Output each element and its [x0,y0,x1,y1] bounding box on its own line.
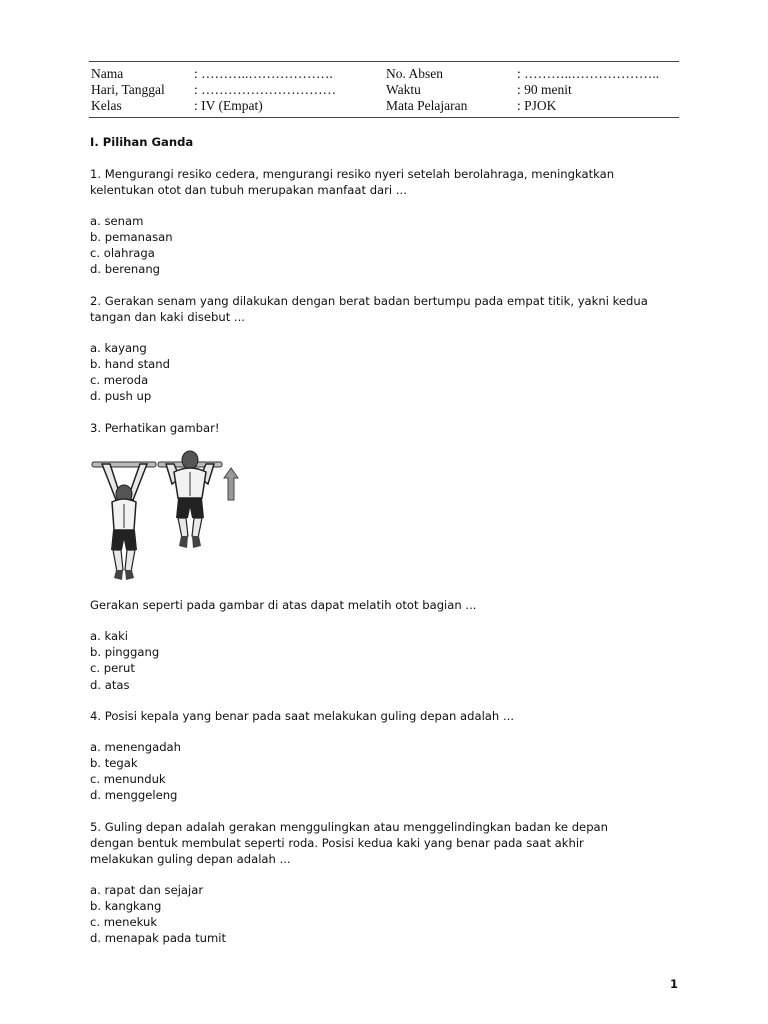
up-arrow-icon [224,468,238,500]
question-3-followup: Gerakan seperti pada gambar di atas dapat melatih otot bagian ... [90,598,477,612]
question-5-line-1: 5. Guling depan adalah gerakan menggulingkan atau menggelindingkan badan ke depan [90,820,609,834]
q1-option-a: a. senam [90,214,144,228]
value-waktu: : 90 menit [517,82,572,97]
q5-option-b: b. kangkang [90,899,162,913]
label-nama: Nama [91,66,124,81]
header-bottom-rule [89,117,679,118]
q3-option-b: b. pinggang [90,645,160,659]
question-1-line-1: 1. Mengurangi resiko cedera, mengurangi resiko nyeri setelah berolahraga, meningkatkan [90,167,615,181]
q3-option-a: a. kaki [90,629,129,643]
label-hari-tanggal: Hari, Tanggal [91,82,165,97]
q2-option-d: d. push up [90,389,152,403]
question-3-line-1: 3. Perhatikan gambar! [90,421,220,435]
question-1-line-2: kelentukan otot dan tubuh merupakan manfaat dari ... [90,183,407,197]
q4-option-a: a. menengadah [90,740,182,754]
q4-option-c: c. menunduk [90,772,166,786]
value-hari-tanggal: : ………………………… [194,82,337,97]
pull-up-figure-raised [158,451,222,548]
value-nama: : ………..………………. [194,66,333,81]
pull-up-figure-front [92,462,156,580]
label-no-absen: No. Absen [386,66,443,81]
q2-option-c: c. meroda [90,373,149,387]
q5-option-d: d. menapak pada tumit [90,931,227,945]
q2-option-a: a. kayang [90,341,147,355]
q4-option-b: b. tegak [90,756,138,770]
label-waktu: Waktu [386,82,421,97]
value-kelas: : IV (Empat) [194,98,263,113]
question-2-line-1: 2. Gerakan senam yang dilakukan dengan berat badan bertumpu pada empat titik, yakni kedua [90,294,648,308]
value-no-absen: : ………..……………….. [517,66,660,81]
q1-option-c: c. olahraga [90,246,155,260]
page-number: 1 [670,977,679,991]
q4-option-d: d. menggeleng [90,788,178,802]
q2-option-b: b. hand stand [90,357,170,371]
q1-option-b: b. pemanasan [90,230,173,244]
label-kelas: Kelas [91,98,122,113]
header-top-rule [89,61,679,62]
question-2-line-2: tangan dan kaki disebut ... [90,310,245,324]
value-mata-pelajaran: : PJOK [517,98,557,113]
pull-up-exercise-illustration [90,448,240,584]
q3-option-d: d. atas [90,678,130,692]
question-4-line-1: 4. Posisi kepala yang benar pada saat melakukan guling depan adalah ... [90,709,515,723]
question-5-line-2: dengan bentuk membulat seperti roda. Posisi kedua kaki yang benar pada saat akhir [90,836,584,850]
q5-option-a: a. rapat dan sejajar [90,883,204,897]
section-title: I. Pilihan Ganda [90,135,194,149]
question-5-line-3: melakukan guling depan adalah ... [90,852,291,866]
label-mata-pelajaran: Mata Pelajaran [386,98,468,113]
q3-option-c: c. perut [90,661,135,675]
q1-option-d: d. berenang [90,262,161,276]
q5-option-c: c. menekuk [90,915,158,929]
